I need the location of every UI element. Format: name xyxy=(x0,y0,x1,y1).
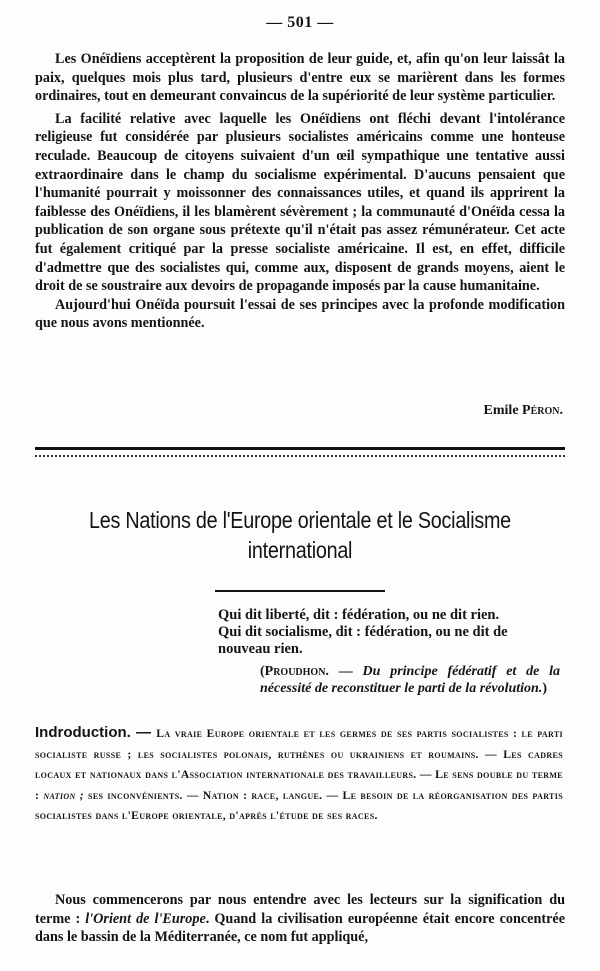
paragraph: La facilité relative avec laquelle les Onéïdiens ont fléchi devant l'intolérance religieuse fut considérée par plusieurs socialistes américains comme une honteuse reculade. Beaucoup de citoyens suivaient d'un œil sympathique une tentative aussi extraordinaire dans le champ du socialisme expérimental. D'aucuns pensaient que l'humanité pourrait y moissonner des connaissances utiles, et quand ils apprirent la faiblesse des Onéïdiens, il les blamèrent sévèrement ; la communauté d'Onéïda cessa la publication de son organe sous prétexte qu'il n'était pas assez rémunérateur. Cet acte fut également critiqué par la presse socialiste américaine. Il est, en effet, difficile d'admettre que des socialistes qui, comme aux, disposent de grands moyens, aient le droit de se soustraire aux devoirs de propagande imposés par la cause humanitaine. xyxy=(35,110,565,295)
body-paragraph-container xyxy=(35,891,565,947)
dotted-divider xyxy=(35,455,565,457)
paragraph: Aujourd'hui Onéïda poursuit l'essai de ses principes avec la profonde modification que nous avons mentionnée. xyxy=(35,296,565,332)
author-signature xyxy=(35,403,563,419)
paragraph-text: . Quand la civilisation européenne était encore concentrée dans le bassin de la Méditerranée, ce nom fut appliqué, xyxy=(35,910,565,946)
paragraph-text: Nous commencerons par nous entendre avec les lecteurs sur la signification du terme : xyxy=(35,892,565,927)
introduction-emphasis: nation ; xyxy=(43,788,84,802)
title-underline xyxy=(215,590,385,592)
paragraph: Les Onéïdiens acceptèrent la proposition de leur guide, et, afin qu'on leur laissât la paix, quelques mois plus tard, plusieurs d'entre eux se marièrent dans les formes ordinaires, tout en demeurant convaincus de la supériorité de leur système particulier. xyxy=(35,51,565,105)
page-number: — 501 — xyxy=(266,14,334,31)
article-end-section xyxy=(35,50,565,333)
article-title: Les Nations de l'Europe orientale et le Socialisme international xyxy=(89,507,511,563)
signature-last-name: Péron. xyxy=(522,403,563,418)
citation-close: ) xyxy=(542,680,547,696)
epigraph xyxy=(218,607,563,658)
paragraph xyxy=(35,891,565,947)
introduction-summary xyxy=(35,723,563,827)
epigraph-line: Qui dit liberté, dit : fédération, ou ne dit rien. xyxy=(218,607,500,623)
introduction-heading: Indroduction. — xyxy=(35,724,157,741)
signature-first-name: Emile xyxy=(483,403,523,418)
citation-work: Du principe fédératif et de la nécessité de reconstituer le parti de la révolution. xyxy=(260,664,561,696)
epigraph-line: Qui dit socialisme, dit : fédération, ou ne dit de nouveau rien. xyxy=(218,624,508,657)
section-divider xyxy=(35,447,565,450)
epigraph-citation xyxy=(260,664,560,697)
paragraph-emphasis: l'Orient de l'Europe xyxy=(85,910,206,927)
introduction-text: La vraie Europe orientale et les germes de ses partis socialistes : le parti socialiste russe ; les socialistes polonais, ruthènes ou ukrainiens et roumains. — Les cadres locaux et nationaux dans l'Association internationale des travailleurs. — Le sens double du terme : xyxy=(35,727,563,802)
introduction-text: ses inconvénients. — Nation : race, langue. — Le besoin de la réorganisation des partis socialistes dans l'Europe orientale, d'après l'étude de ses races. xyxy=(35,788,563,822)
citation-author: (Proudhon. — xyxy=(260,664,363,679)
